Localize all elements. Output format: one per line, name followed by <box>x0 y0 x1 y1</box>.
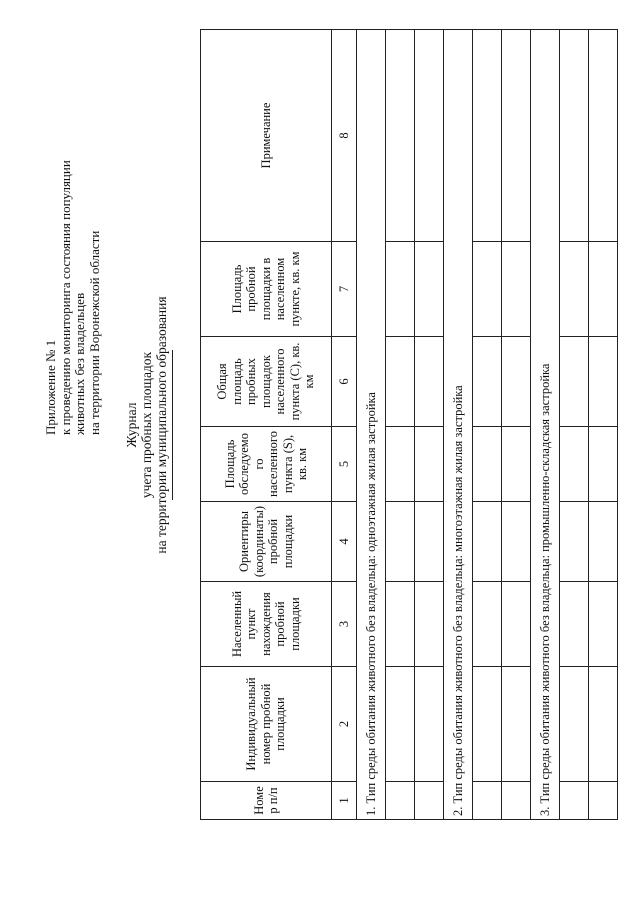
column-number: 5 <box>332 427 357 502</box>
column-header: Индивидуальный номер пробной площадки <box>201 667 332 782</box>
journal-heading <box>124 195 173 655</box>
appendix-line: к проведению мониторинга состояния популяции <box>57 160 73 435</box>
section-row <box>444 30 473 820</box>
column-number: 7 <box>332 242 357 337</box>
section-title: 1. Тип среды обитания животного без владельца: одноэтажная жилая застройка <box>357 30 386 820</box>
table-row <box>473 30 502 820</box>
column-number: 1 <box>332 782 357 820</box>
section-row <box>357 30 386 820</box>
municipality-underline <box>172 350 173 500</box>
journal-subtitle: учета пробных площадок <box>139 351 154 499</box>
column-number: 4 <box>332 502 357 582</box>
appendix-header <box>44 15 102 435</box>
column-number: 2 <box>332 667 357 782</box>
journal-title: Журнал <box>124 402 139 448</box>
column-header: Общая площадь пробных площадок населенного пункта (С), кв. км <box>201 337 332 427</box>
table-row <box>502 30 531 820</box>
column-number: 8 <box>332 30 357 242</box>
column-header: Примечание <box>201 30 332 242</box>
table-header-row <box>201 30 332 820</box>
column-header: Населенный пункт нахождения пробной площадки <box>201 582 332 667</box>
column-header: Площадь пробной площадки в населенном пункте, кв. км <box>201 242 332 337</box>
section-title: 2. Тип среды обитания животного без владельца: многоэтажная жилая застройка <box>444 30 473 820</box>
table-row <box>589 30 618 820</box>
table-row <box>386 30 415 820</box>
column-header: Ориентиры (координаты) пробной площадки <box>201 502 332 582</box>
journal-subtitle-municipality: на территории муниципального образования <box>154 296 169 554</box>
appendix-line: животных без владельцев <box>72 292 87 435</box>
table-row <box>560 30 589 820</box>
column-header: Площадь обследуемо го населенного пункта (S), кв. км <box>201 427 332 502</box>
column-number: 3 <box>332 582 357 667</box>
table-row <box>415 30 444 820</box>
appendix-line: Приложение № 1 <box>43 339 58 435</box>
column-number-row <box>332 30 357 820</box>
appendix-line: на территории Воронежской области <box>86 230 102 435</box>
sample-plots-table <box>200 29 618 820</box>
section-title: 3. Тип среды обитания животного без владельца: промышленно-складская застройка <box>531 30 560 820</box>
section-row <box>531 30 560 820</box>
column-number: 6 <box>332 337 357 427</box>
column-header: Номе р п/п <box>201 782 332 820</box>
